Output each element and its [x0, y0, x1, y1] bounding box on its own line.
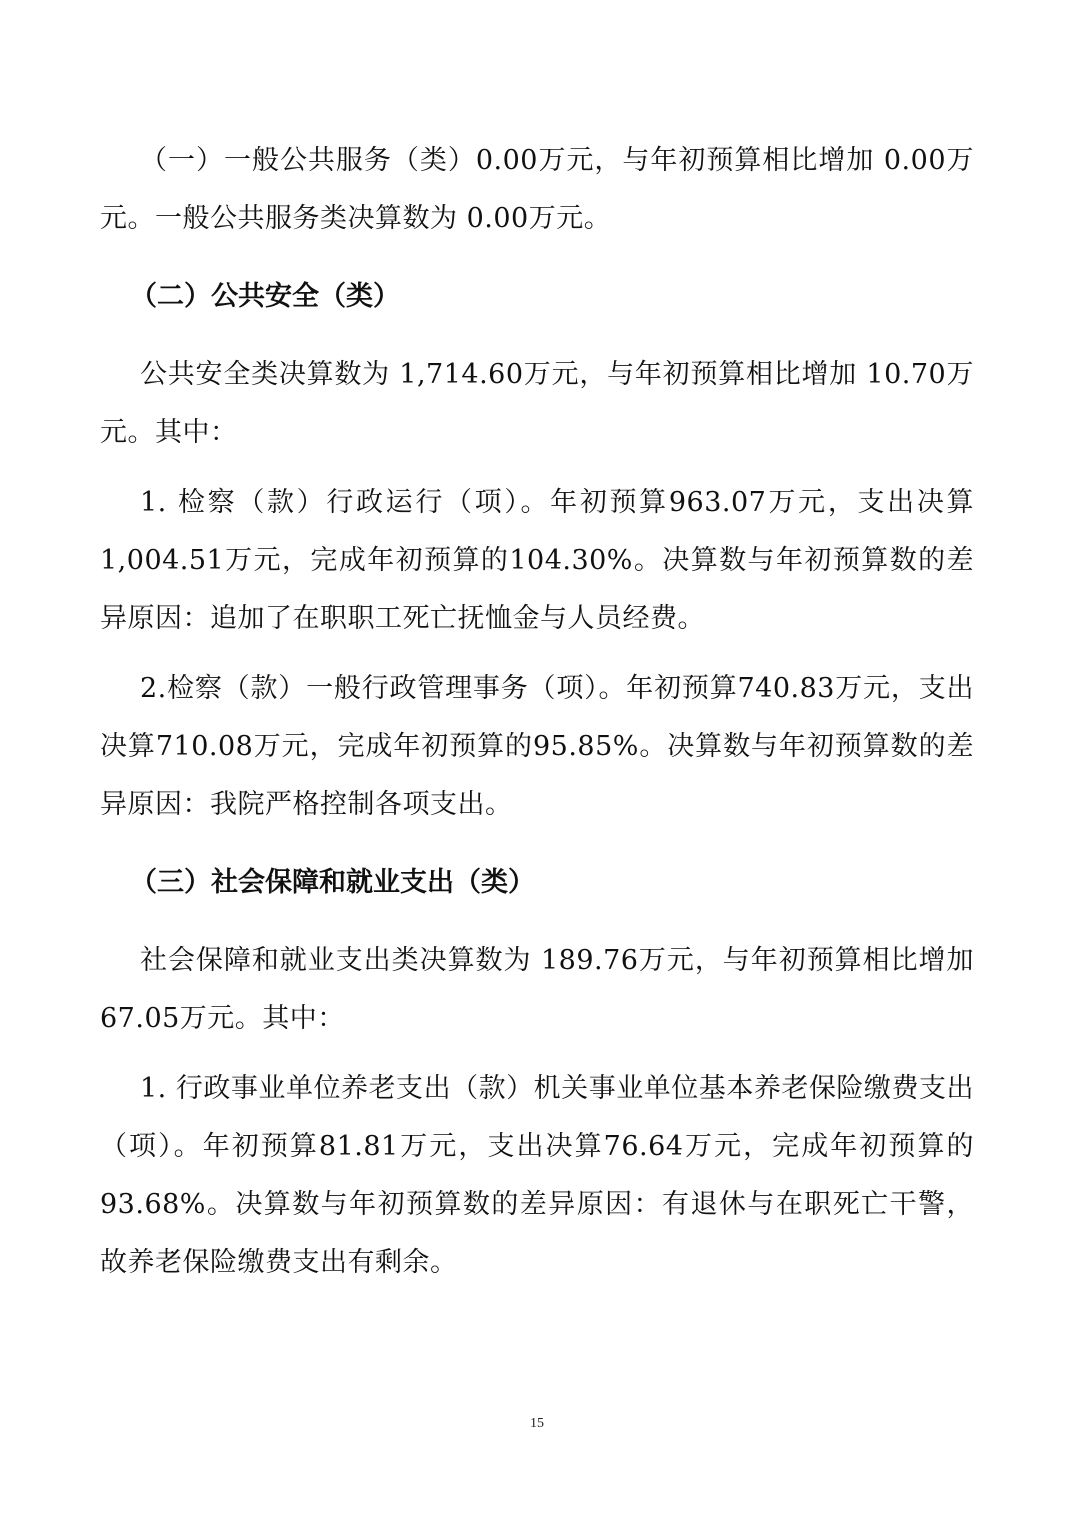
- page-number: 15: [530, 1416, 544, 1431]
- paragraph-general-public-services: （一）一般公共服务（类）0.00万元，与年初预算相比增加 0.00万元。一般公共服务类决算数为 0.00万元。: [100, 145, 974, 234]
- paragraph-public-security-total: 公共安全类决算数为 1,714.60万元，与年初预算相比增加 10.70万元。其中：: [100, 359, 974, 448]
- heading-social-security: （三）社会保障和就业支出（类）: [130, 867, 535, 898]
- paragraph-procuratorate-operation: 1. 检察（款）行政运行（项）。年初预算963.07万元，支出决算1,004.51万元，完成年初预算的104.30%。决算数与年初预算数的差异原因：追加了在职职工死亡抚恤金与人员经费。: [100, 487, 974, 634]
- document-body: [100, 132, 974, 1292]
- paragraph-social-security-total: 社会保障和就业支出类决算数为 189.76万元，与年初预算相比增加67.05万元。其中：: [100, 945, 974, 1034]
- paragraph-procuratorate-admin-affairs: 2.检察（款）一般行政管理事务（项）。年初预算740.83万元，支出决算710.08万元，完成年初预算的95.85%。决算数与年初预算数的差异原因：我院严格控制各项支出。: [100, 673, 974, 820]
- heading-public-security: （二）公共安全（类）: [130, 281, 400, 312]
- paragraph-pension-payments: 1. 行政事业单位养老支出（款）机关事业单位基本养老保险缴费支出（项）。年初预算81.81万元，支出决算76.64万元，完成年初预算的93.68%。决算数与年初预算数的差异原因：有退休与在职死亡干警，故养老保险缴费支出有剩余。: [100, 1073, 974, 1278]
